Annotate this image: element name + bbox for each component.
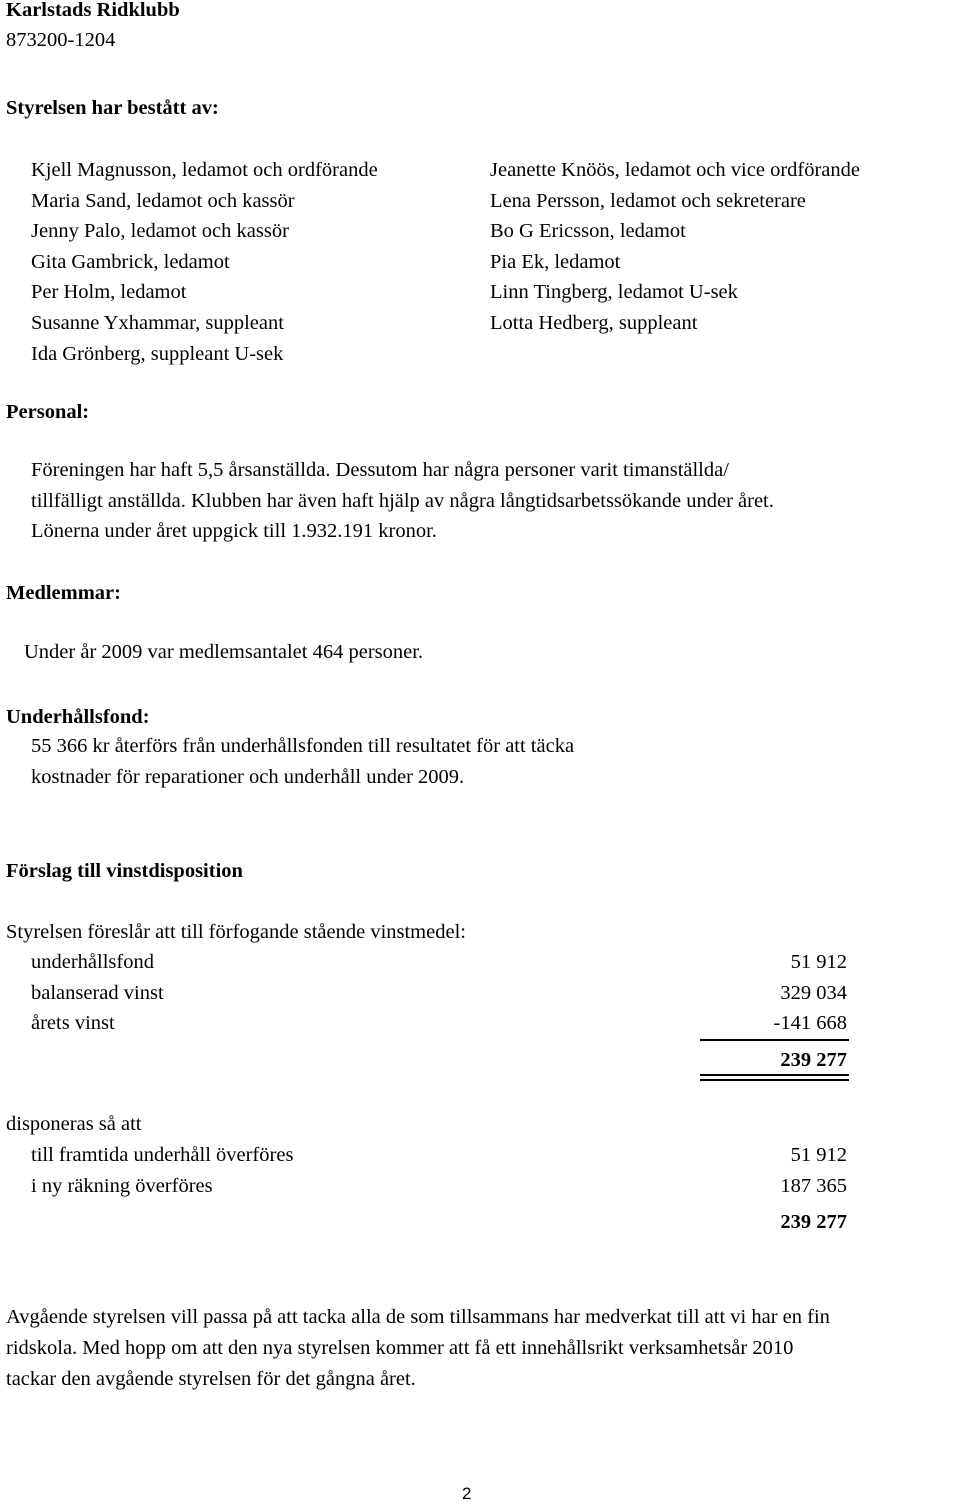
board-member: Kjell Magnusson, ledamot och ordförande — [31, 159, 378, 181]
fund-label: årets vinst — [31, 1012, 115, 1034]
maintenance-fund-line: 55 366 kr återförs från underhållsfonden till resultatet för att täcka — [31, 735, 575, 757]
board-member: Bo G Ericsson, ledamot — [490, 220, 686, 243]
allocation-heading: disponeras så att — [6, 1113, 142, 1135]
board-member: Susanne Yxhammar, suppleant — [31, 311, 284, 334]
board-member: Jeanette Knöös, ledamot och vice ordförande — [490, 159, 861, 181]
allocation-label: i ny räkning överföres — [31, 1175, 213, 1197]
allocation-amount: 187 365 — [780, 1175, 847, 1197]
board-member: Gita Gambrick, ledamot — [31, 250, 230, 273]
maintenance-fund-heading: Underhållsfond: — [6, 706, 150, 728]
closing-text — [6, 1302, 830, 1395]
fund-amount: 51 912 — [790, 951, 847, 973]
personal-text — [31, 455, 774, 547]
closing-line: ridskola. Med hopp om att den nya styrelsen kommer att få ett innehållsrikt verksamhetsår 2010 — [6, 1337, 794, 1359]
maintenance-fund-text — [31, 731, 574, 792]
personal-line: Föreningen har haft 5,5 årsanställda. Dessutom har några personer varit timanställda/ — [31, 459, 729, 481]
personal-line: tillfälligt anställda. Klubben har även haft hjälp av några långtidsarbetssökande under året. — [31, 489, 774, 512]
allocation-total: 239 277 — [780, 1211, 847, 1233]
members-text: Under år 2009 var medlemsantalet 464 personer. — [24, 641, 424, 663]
board-member: Maria Sand, ledamot och kassör — [31, 189, 295, 212]
sum-divider — [700, 1039, 849, 1041]
fund-row — [31, 1008, 847, 1038]
total-double-underline-bottom — [700, 1079, 849, 1081]
fund-row — [31, 947, 847, 977]
board-member: Lena Persson, ledamot och sekreterare — [490, 189, 806, 212]
allocation-row — [31, 1140, 847, 1170]
club-name: Karlstads Ridklubb — [6, 0, 180, 21]
board-member: Ida Grönberg, suppleant U-sek — [31, 342, 284, 365]
fund-total: 239 277 — [780, 1049, 847, 1071]
allocation-amount: 51 912 — [790, 1144, 847, 1166]
personal-heading: Personal: — [6, 401, 90, 423]
board-member: Pia Ek, ledamot — [490, 250, 621, 273]
fund-label: underhållsfond — [31, 951, 154, 973]
disposition-heading: Förslag till vinstdisposition — [6, 860, 243, 882]
members-heading: Medlemmar: — [6, 582, 121, 604]
org-number: 873200-1204 — [6, 29, 116, 51]
board-left-column — [31, 155, 378, 369]
total-double-underline-top — [700, 1074, 849, 1076]
allocation-label: till framtida underhåll överföres — [31, 1144, 294, 1166]
fund-label: balanserad vinst — [31, 982, 164, 1004]
closing-line: tackar den avgående styrelsen för det gångna året. — [6, 1368, 416, 1390]
board-member: Lotta Hedberg, suppleant — [490, 311, 698, 334]
board-member: Linn Tingberg, ledamot U-sek — [490, 281, 738, 304]
fund-amount: 329 034 — [780, 982, 847, 1004]
allocation-row — [31, 1171, 847, 1201]
allocation-total-row — [31, 1207, 847, 1237]
closing-line: Avgående styrelsen vill passa på att tacka alla de som tillsammans har medverkat till att vi har en fin — [6, 1306, 830, 1328]
fund-row — [31, 978, 847, 1008]
personal-line: Lönerna under året uppgick till 1.932.191 kronor. — [31, 520, 437, 543]
maintenance-fund-line: kostnader för reparationer och underhåll under 2009. — [31, 765, 465, 788]
fund-total-row — [31, 1045, 847, 1075]
board-member: Jenny Palo, ledamot och kassör — [31, 220, 289, 243]
fund-amount: -141 668 — [773, 1012, 847, 1034]
board-heading: Styrelsen har bestått av: — [6, 97, 219, 119]
board-right-column — [490, 155, 860, 339]
board-member: Per Holm, ledamot — [31, 281, 187, 304]
page-number: 2 — [462, 1484, 472, 1503]
disposition-intro: Styrelsen föreslår att till förfogande stående vinstmedel: — [6, 921, 466, 943]
